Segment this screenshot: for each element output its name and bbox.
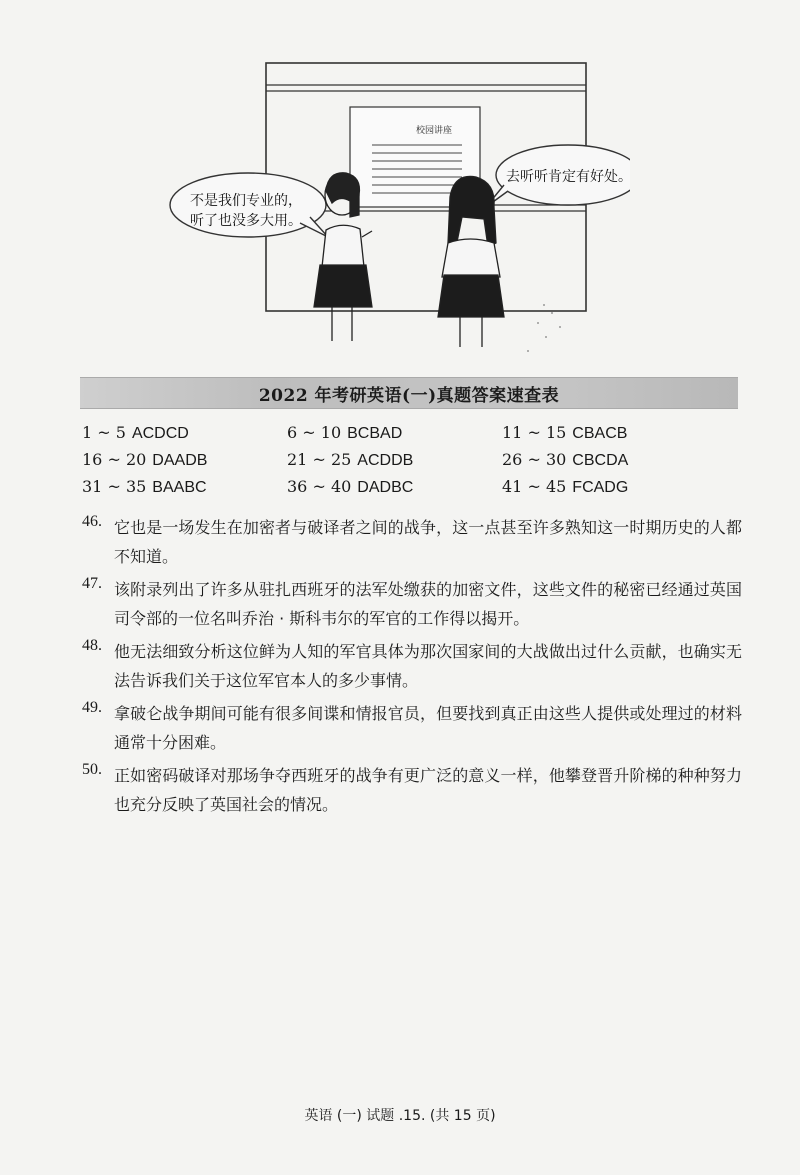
- answer-cell: [287, 477, 413, 497]
- answer-row: [82, 423, 722, 450]
- answer-key-title: 2022 年考研英语(一)真题答案速查表: [258, 386, 560, 406]
- answer-cell: [287, 450, 413, 470]
- answer-letters: BAABC: [152, 479, 207, 496]
- answer-range: 11 ~ 15: [502, 423, 567, 442]
- question-number: 46.: [82, 513, 102, 530]
- answer-cell: [82, 423, 189, 443]
- poster-title: 校园讲座: [416, 126, 453, 136]
- answer-cell: [82, 477, 207, 497]
- answer-range: 16 ~ 20: [82, 450, 147, 469]
- answer-letters: CBACB: [572, 425, 628, 442]
- answer-letters: DADBC: [357, 479, 414, 496]
- answer-letters: ACDDB: [357, 452, 414, 469]
- answer-key-title-band: [80, 377, 738, 409]
- answer-row: [82, 450, 722, 477]
- answer-range: 6 ~ 10: [287, 423, 342, 442]
- translation-text: 该附录列出了许多从驻扎西班牙的法军处缴获的加密文件，这些文件的秘密已经通过英国司令部的一位名叫乔治 · 斯科韦尔的军官的工作得以揭开。: [114, 580, 742, 628]
- answer-range: 26 ~ 30: [502, 450, 567, 469]
- answer-range: 41 ~ 45: [502, 477, 567, 496]
- answer-range: 1 ~ 5: [82, 423, 126, 442]
- answer-letters: DAADB: [152, 452, 208, 469]
- answer-letters: CBCDA: [572, 452, 629, 469]
- left-speech-bubble: [190, 191, 302, 231]
- answer-cell: [502, 477, 628, 497]
- translation-answers: [82, 513, 742, 823]
- translation-text: 他无法细致分析这位鲜为人知的军官具体为那次国家间的大战做出过什么贡献，也确实无法告诉我们关于这位军官本人的多少事情。: [114, 642, 742, 690]
- answer-range: 36 ~ 40: [287, 477, 352, 496]
- answer-letters: BCBAD: [347, 425, 403, 442]
- answer-range: 21 ~ 25: [287, 450, 352, 469]
- left-speech-line-2: 听了也没多大用。: [190, 213, 302, 229]
- answer-letters: FCADG: [572, 479, 629, 496]
- cartoon-illustration: [150, 55, 630, 375]
- answer-row: [82, 477, 722, 504]
- answer-cell: [502, 450, 628, 470]
- page-footer: 英语 (一) 试题 .15. (共 15 页): [304, 1108, 496, 1124]
- translation-text: 正如密码破译对那场争夺西班牙的战争有更广泛的意义一样，他攀登晋升阶梯的种种努力也充分反映了英国社会的情况。: [114, 766, 742, 814]
- translation-item: [82, 761, 742, 819]
- answer-cell: [502, 423, 627, 443]
- right-speech-bubble: 去听听肯定有好处。: [506, 169, 632, 185]
- answer-key-grid: [82, 423, 722, 504]
- answer-cell: [287, 423, 402, 443]
- answer-letters: ACDCD: [131, 425, 189, 442]
- answer-range: 31 ~ 35: [82, 477, 147, 496]
- answer-cell: [82, 450, 207, 470]
- question-number: 50.: [82, 761, 102, 778]
- question-number: 47.: [82, 575, 102, 592]
- translation-text: 拿破仑战争期间可能有很多间谍和情报官员，但要找到真正由这些人提供或处理过的材料通常十分困难。: [114, 704, 742, 752]
- left-speech-line-1: 不是我们专业的，: [190, 193, 302, 209]
- translation-text: 它也是一场发生在加密者与破译者之间的战争，这一点甚至许多熟知这一时期历史的人都不知道。: [114, 518, 742, 566]
- translation-item: [82, 513, 742, 571]
- question-number: 49.: [82, 699, 102, 716]
- translation-item: [82, 699, 742, 757]
- translation-item: [82, 575, 742, 633]
- translation-item: [82, 637, 742, 695]
- question-number: 48.: [82, 637, 102, 654]
